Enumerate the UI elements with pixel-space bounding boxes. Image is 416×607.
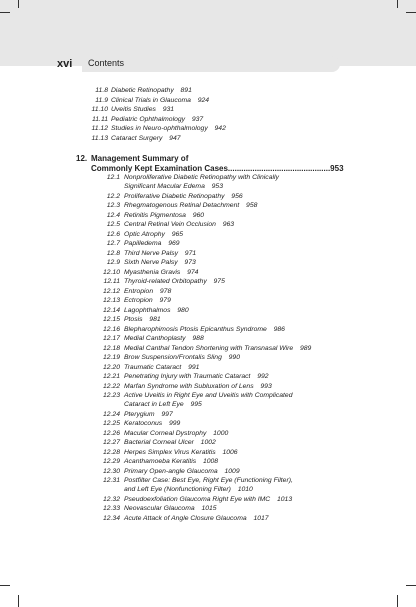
- toc-entry: [0, 250, 416, 260]
- toc-entry: [0, 439, 416, 449]
- toc-entry: [0, 411, 416, 421]
- entry-number: 12.28: [102, 448, 120, 456]
- toc-entry: [0, 212, 416, 222]
- entry-title: Traumatic Cataract 991: [124, 363, 200, 371]
- toc-entry: [0, 240, 416, 250]
- entry-title: Studies in Neuro-ophthalmology 942: [111, 125, 226, 132]
- toc-entry: [0, 430, 416, 440]
- entry-number: 12.31: [102, 477, 120, 484]
- entry-number: 11.9: [95, 96, 108, 104]
- entry-number: 11.8: [95, 87, 108, 94]
- entry-title: Pseudoexfoliation Glaucoma Right Eye with IMC 1013: [124, 495, 293, 503]
- toc-entry: [0, 345, 416, 355]
- entry-title: Papilledema 969: [124, 240, 180, 247]
- entry-number: 12.16: [102, 325, 120, 333]
- entry-number: 12.8: [106, 249, 120, 257]
- entry-title: Neovascular Glaucoma 1015: [124, 505, 217, 512]
- crop-mark: [406, 585, 416, 586]
- entry-title: Medial Canthoplasty 988: [124, 335, 204, 342]
- entry-number: 12.6: [106, 230, 120, 238]
- entry-title: Ectropion 979: [124, 297, 171, 304]
- toc-entry: [0, 505, 416, 515]
- chapter-heading-number: 12.: [76, 154, 88, 163]
- entry-title: Rhegmatogenous Retinal Detachment 958: [124, 202, 258, 209]
- entry-title: Macular Corneal Dystrophy 1000: [124, 429, 229, 437]
- chapter-heading-line1: Management Summary of: [91, 154, 189, 163]
- toc-entry: [0, 97, 416, 107]
- toc-entry: [0, 373, 416, 383]
- entry-title: Thyroid-related Orbitopathy 975: [124, 278, 225, 285]
- entry-number: 12.14: [102, 306, 120, 314]
- entry-number: 12.20: [102, 363, 120, 371]
- crop-mark: [0, 12, 10, 13]
- entry-title: Medial Canthal Tendon Shortening with Transnasal Wire 989: [124, 344, 312, 352]
- entry-continuation: Cataract in Left Eye 995: [124, 401, 202, 408]
- page-number: xvi: [57, 58, 73, 70]
- toc-entry: [0, 288, 416, 298]
- entry-number: 11.11: [92, 115, 108, 123]
- toc-entry: [0, 87, 416, 97]
- entry-title: Postfilter Case: Best Eye, Right Eye (Functioning Filter),: [124, 477, 293, 484]
- entry-title: Keratoconus 999: [124, 420, 181, 427]
- entry-title: Acanthamoeba Keratitis 1008: [124, 458, 219, 465]
- toc-entry: [0, 307, 416, 317]
- toc-entry: [0, 449, 416, 459]
- entry-number: 12.27: [102, 439, 120, 446]
- entry-number: 12.3: [106, 202, 120, 209]
- entry-title: Pediatric Ophthalmology 937: [111, 115, 204, 123]
- entry-number: 12.12: [102, 287, 120, 295]
- entry-title: Myasthenia Gravis 974: [124, 268, 199, 276]
- entry-title: Third Nerve Palsy 971: [124, 249, 197, 257]
- entry-title: Blepharophimosis Ptosis Epicanthus Syndrome 986: [124, 325, 285, 333]
- toc-entry: [0, 364, 416, 374]
- entry-title: Marfan Syndrome with Subluxation of Lens 993: [124, 382, 272, 390]
- entry-number: 12.24: [102, 410, 120, 418]
- toc-entry: [0, 383, 416, 393]
- entry-number: 12.15: [102, 316, 120, 323]
- entry-title: Bacterial Corneal Ulcer 1002: [124, 439, 216, 446]
- entry-number: 12.2: [106, 192, 120, 200]
- entry-number: 12.22: [102, 382, 120, 390]
- toc-entry: [0, 496, 416, 506]
- entry-number: 12.33: [102, 505, 120, 512]
- entry-number: 12.4: [106, 211, 120, 219]
- toc-entry: [0, 202, 416, 212]
- toc-entry: [0, 335, 416, 345]
- entry-title: Retinitis Pigmentosa 960: [124, 211, 205, 219]
- entry-number: 12.19: [102, 354, 120, 361]
- entry-number: 12.13: [102, 297, 120, 304]
- toc-entry: [0, 326, 416, 336]
- entry-number: 12.5: [106, 221, 120, 228]
- entry-title: Diabetic Retinopathy 891: [111, 87, 192, 94]
- toc-entry: [0, 515, 416, 525]
- entry-number: 12.32: [102, 495, 120, 503]
- crop-mark: [0, 585, 10, 586]
- crop-mark: [397, 0, 398, 8]
- entry-number: 12.18: [102, 344, 120, 352]
- chapter-heading-line2: Commonly Kept Examination Cases..............................................953: [91, 163, 344, 173]
- entry-title: Penetrating Injury with Traumatic Cataract 992: [124, 373, 269, 380]
- toc-entry: [0, 269, 416, 279]
- entry-title: Nonproliferative Diabetic Retinopathy with Clinically: [124, 174, 279, 181]
- entry-number: 12.25: [102, 420, 120, 427]
- toc-entry: [0, 231, 416, 241]
- toc-entry: [0, 458, 416, 468]
- entry-title: Lagophthalmos 980: [124, 306, 189, 314]
- entry-title: Pterygium 997: [124, 410, 173, 418]
- entry-title: Ptosis 981: [124, 316, 161, 323]
- entry-title: Proliferative Diabetic Retinopathy 956: [124, 192, 243, 200]
- toc-entry: [0, 316, 416, 326]
- running-title: Contents: [88, 58, 125, 68]
- entry-title: Uveitis Studies 931: [111, 106, 175, 113]
- entry-number: 11.13: [91, 134, 108, 142]
- toc-entry: [0, 193, 416, 203]
- toc-entry: [0, 221, 416, 231]
- entry-title: Optic Atrophy 965: [124, 230, 184, 238]
- entry-number: 12.17: [102, 335, 120, 342]
- toc-entry: [0, 125, 416, 135]
- toc-entry: [0, 468, 416, 478]
- toc-entry: [0, 354, 416, 364]
- entry-title: Cataract Surgery 947: [111, 134, 181, 142]
- toc-entry: [0, 106, 416, 116]
- crop-mark: [18, 0, 19, 8]
- entry-number: 11.10: [91, 106, 108, 113]
- entry-title: Active Uveitis in Right Eye and Uveitis with Complicated: [124, 392, 293, 399]
- entry-title: Primary Open-angle Glaucoma 1009: [124, 467, 240, 475]
- entry-number: 11.12: [91, 125, 108, 132]
- entry-continuation: Significant Macular Edema 953: [124, 183, 223, 190]
- toc-entry: [0, 297, 416, 307]
- entry-number: 12.11: [103, 278, 120, 285]
- toc-entry: [0, 259, 416, 269]
- entry-title: Herpes Simplex Virus Keratitis 1006: [124, 448, 238, 456]
- entry-number: 12.26: [102, 429, 120, 437]
- toc-entry: [0, 116, 416, 126]
- entry-title: Brow Suspension/Frontalis Sling 990: [124, 354, 240, 361]
- entry-title: Entropion 978: [124, 287, 172, 295]
- crop-mark: [18, 595, 19, 607]
- crop-mark: [397, 595, 398, 607]
- toc-entry: [0, 392, 416, 402]
- entry-title: Central Retinal Vein Occlusion 963: [124, 221, 235, 228]
- entry-number: 12.34: [102, 514, 120, 522]
- entry-number: 12.21: [102, 373, 120, 380]
- entry-number: 12.9: [106, 259, 120, 266]
- toc-entry: [0, 135, 416, 145]
- entry-number: 12.23: [102, 392, 120, 399]
- entry-number: 12.30: [102, 467, 120, 475]
- entry-title: Sixth Nerve Palsy 973: [124, 259, 196, 266]
- toc-entry: [0, 420, 416, 430]
- toc-entry: [0, 278, 416, 288]
- entry-number: 12.7: [106, 240, 120, 247]
- entry-number: 12.1: [106, 174, 120, 181]
- entry-continuation: and Left Eye (Nonfunctioning Filter) 1010: [124, 486, 253, 493]
- crop-mark: [406, 12, 416, 13]
- entry-number: 12.10: [102, 268, 120, 276]
- entry-number: 12.29: [102, 458, 120, 465]
- entry-title: Clinical Trials in Glaucoma 924: [111, 96, 210, 104]
- entry-title: Acute Attack of Angle Closure Glaucoma 1017: [124, 514, 269, 522]
